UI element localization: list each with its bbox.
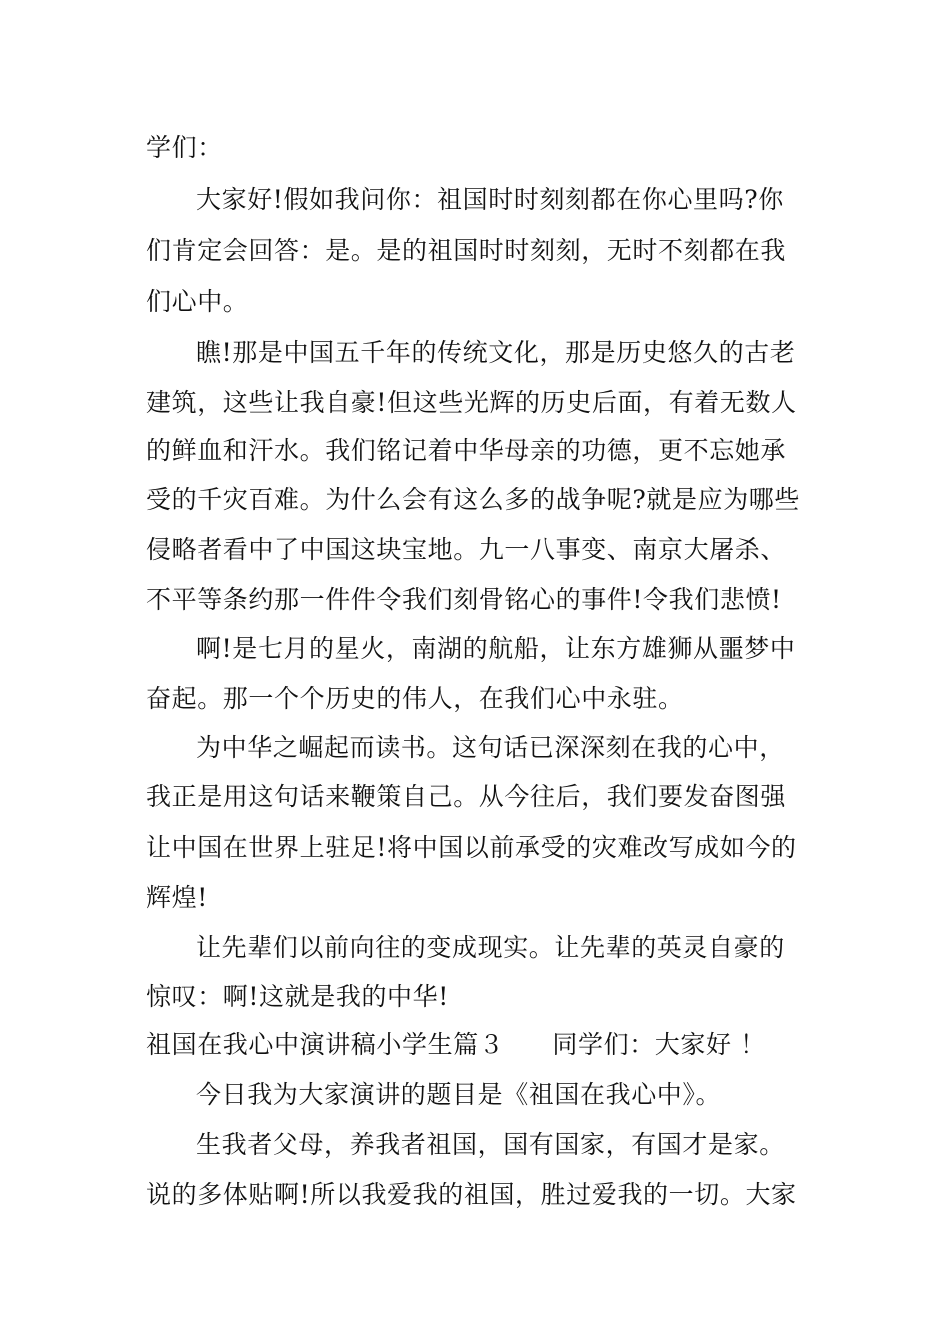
text-line: 惊叹：啊!这就是我的中华! bbox=[146, 982, 449, 1011]
paragraph-start: 啊!是七月的星火，南湖的航船，让东方雄狮从噩梦中 bbox=[196, 634, 796, 663]
paragraph-start: 大家好!假如我问你：祖国时时刻刻都在你心里吗?你 bbox=[196, 185, 784, 214]
text-line: 奋起。那一个个历史的伟人，在我们心中永驻。 bbox=[146, 684, 684, 713]
paragraph-start: 今日我为大家演讲的题目是《祖国在我心中》。 bbox=[196, 1080, 722, 1109]
section-title: 祖国在我心中演讲稿小学生篇３ bbox=[146, 1030, 505, 1059]
text-line: 辉煌! bbox=[146, 883, 208, 912]
text-line: 让中国在世界上驻足!将中国以前承受的灾难改写成如今的 bbox=[146, 833, 797, 862]
text-line: 不平等条约那一件件令我们刻骨铭心的事件!令我们悲愤! bbox=[146, 585, 782, 614]
text-line: 建筑，这些让我自豪!但这些光辉的历史后面，有着无数人 bbox=[146, 388, 797, 417]
section-greeting: 同学们：大家好 ！ bbox=[552, 1030, 766, 1059]
text-line: 侵略者看中了中国这块宝地。九一八事变、南京大屠杀、 bbox=[146, 535, 787, 564]
paragraph-start: 为中华之崛起而读书。这句话已深深刻在我的心中， bbox=[196, 733, 785, 762]
paragraph-start: 瞧!那是中国五千年的传统文化，那是历史悠久的古老 bbox=[196, 338, 796, 367]
text-line: 学们： bbox=[146, 133, 223, 162]
section-heading bbox=[146, 1028, 810, 1062]
paragraph-start: 生我者父母，养我者祖国，国有国家，有国才是家。 bbox=[196, 1130, 785, 1159]
text-line: 说的多体贴啊!所以我爱我的祖国，胜过爱我的一切。大家 bbox=[146, 1180, 797, 1209]
paragraph-start: 让先辈们以前向往的变成现实。让先辈的英灵自豪的 bbox=[196, 933, 785, 962]
text-line: 我正是用这句话来鞭策自己。从今往后，我们要发奋图强 bbox=[146, 782, 787, 811]
text-line: 们肯定会回答：是。是的祖国时时刻刻，无时不刻都在我 bbox=[146, 236, 787, 265]
text-line: 们心中。 bbox=[146, 287, 249, 316]
text-line: 的鲜血和汗水。我们铭记着中华母亲的功德，更不忘她承 bbox=[146, 436, 787, 465]
text-line: 受的千灾百难。为什么会有这么多的战争呢?就是应为哪些 bbox=[146, 485, 801, 514]
